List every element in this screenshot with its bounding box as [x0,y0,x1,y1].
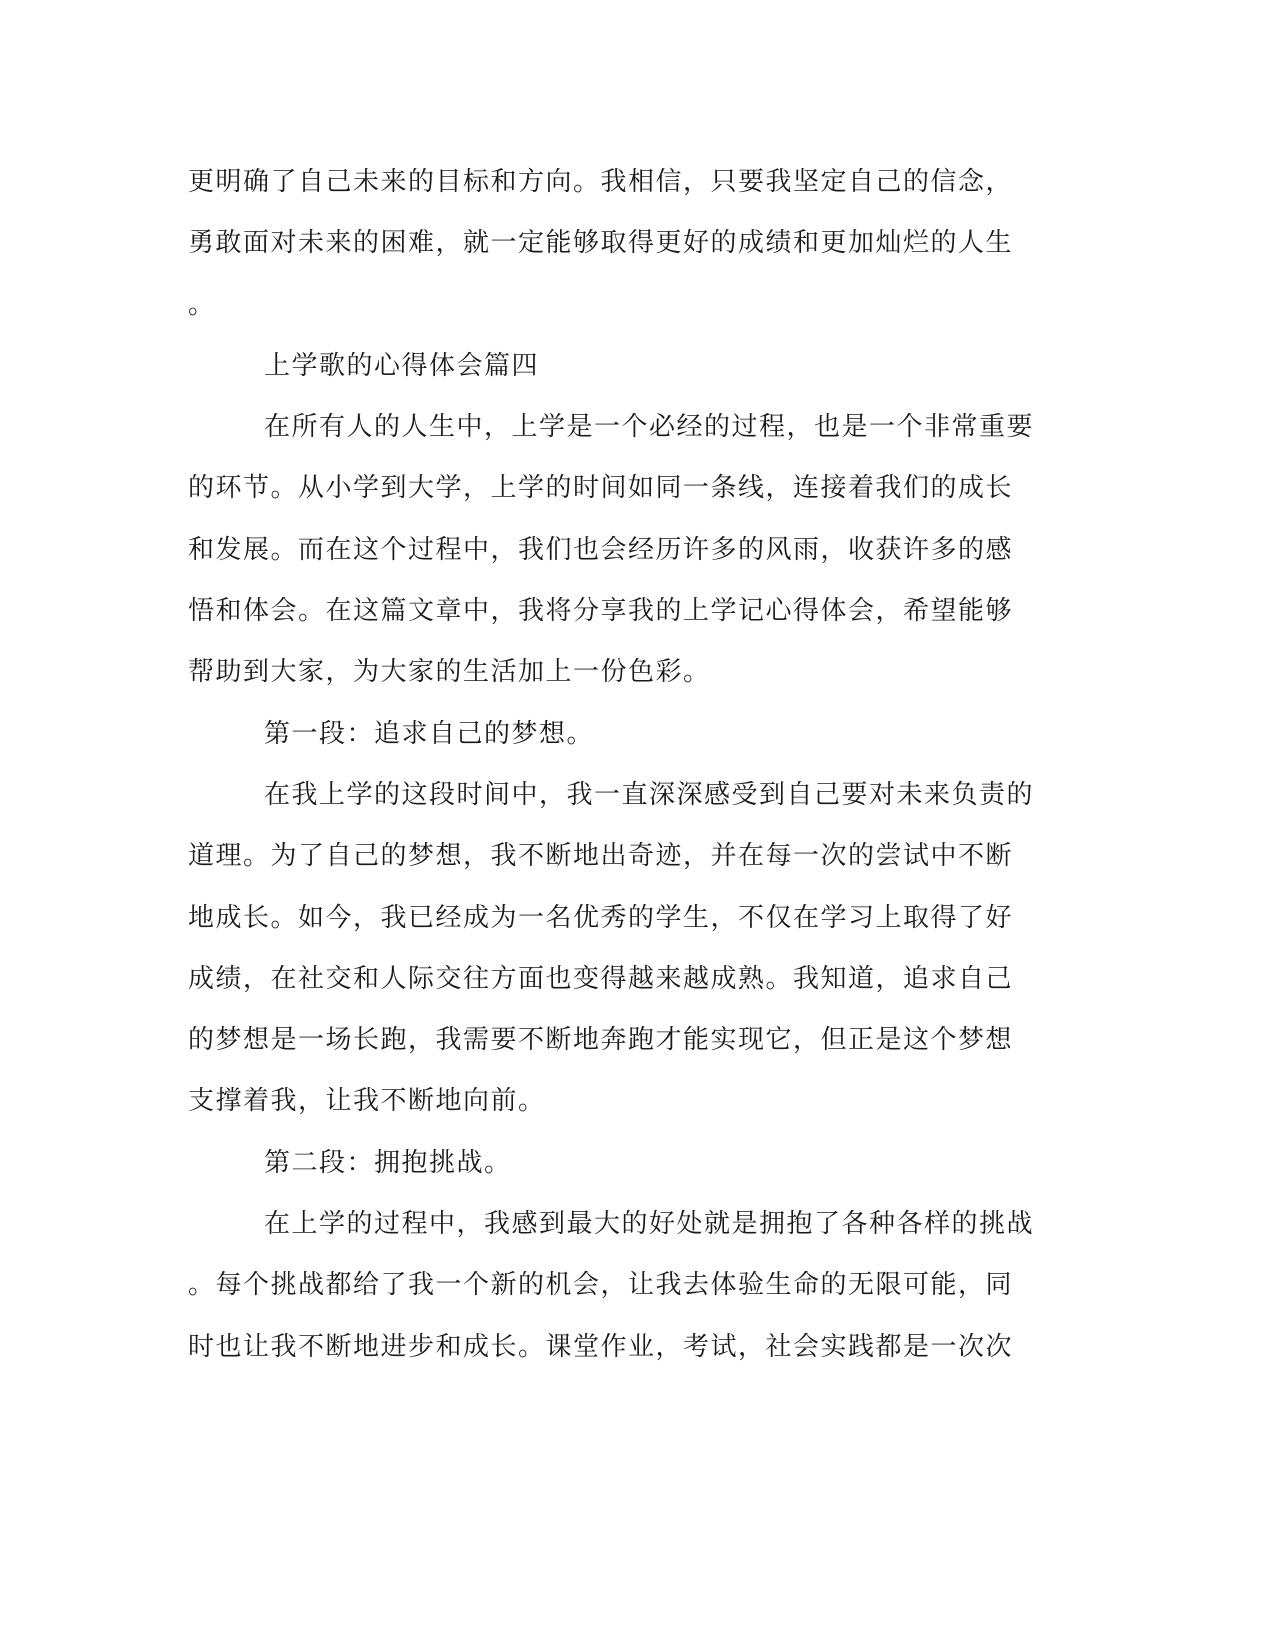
text-line: 时也让我不断地进步和成长。课堂作业，考试，社会实践都是一次次 [188,1331,1014,1362]
text-line: 帮助到大家，为大家的生活加上一份色彩。 [188,657,711,688]
text-line: 悟和体会。在这篇文章中，我将分享我的上学记心得体会，希望能够 [188,596,1014,627]
text-line: 地成长。如今，我已经成为一名优秀的学生，不仅在学习上取得了好 [188,902,1014,933]
text-line: 在我上学的这段时间中，我一直深深感受到自己要对未来负责的 [264,779,1035,810]
text-line: 道理。为了自己的梦想，我不断地出奇迹，并在每一次的尝试中不断 [188,841,1014,872]
text-line: 支撑着我，让我不断地向前。 [188,1086,546,1117]
subsection-heading: 第二段：拥抱挑战。 [264,1147,512,1178]
text-line: 的梦想是一场长跑，我需要不断地奔跑才能实现它，但正是这个梦想 [188,1025,1014,1056]
text-line: 在所有人的人生中，上学是一个必经的过程，也是一个非常重要 [264,412,1035,443]
text-line: 的环节。从小学到大学，上学的时间如同一条线，连接着我们的成长 [188,473,1014,504]
text-line: 。每个挑战都给了我一个新的机会，让我去体验生命的无限可能，同 [188,1270,1014,1301]
section-heading: 上学歌的心得体会篇四 [264,350,540,381]
text-line: 在上学的过程中，我感到最大的好处就是拥抱了各种各样的挑战 [264,1209,1035,1240]
subsection-heading: 第一段：追求自己的梦想。 [264,718,595,749]
text-line: 和发展。而在这个过程中，我们也会经历许多的风雨，收获许多的感 [188,534,1014,565]
document-body [188,152,1068,1378]
text-line: 。 [188,289,216,320]
text-line: 成绩，在社交和人际交往方面也变得越来越成熟。我知道，追求自己 [188,963,1014,994]
text-line: 勇敢面对未来的困难，就一定能够取得更好的成绩和更加灿烂的人生 [188,228,1014,259]
text-line: 更明确了自己未来的目标和方向。我相信，只要我坚定自己的信念， [188,167,1014,197]
